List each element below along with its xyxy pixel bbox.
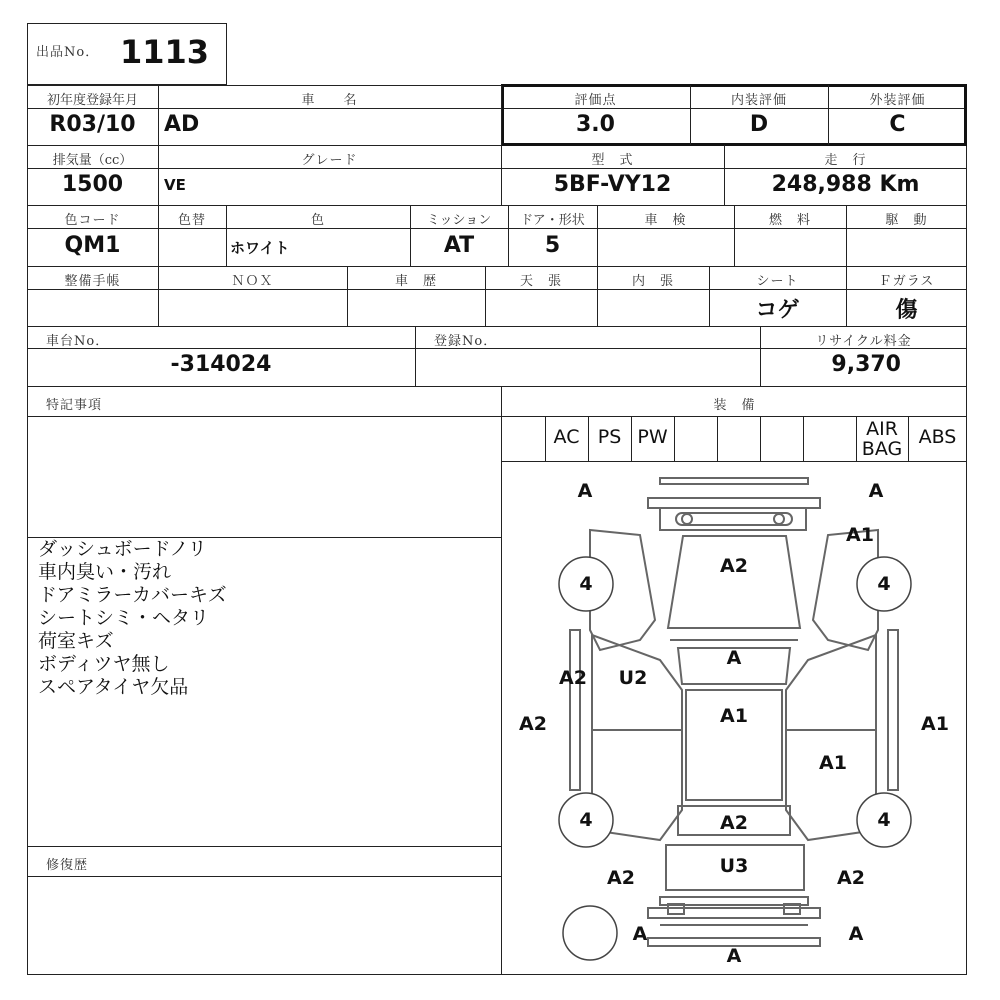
score-value: 3.0 (576, 112, 615, 137)
score-label: 評価点 (574, 93, 617, 108)
recycle-fee-value: 9,370 (831, 352, 901, 377)
damage-wheel-rr: 4 (877, 809, 891, 831)
damage-front-right: A (868, 480, 884, 502)
door-shape-label: ドア・形状 (520, 213, 585, 228)
car-name-label: 車 名 (301, 93, 358, 108)
mission-label: ミッション (426, 213, 492, 228)
note-line: ダッシュボードノリ (38, 538, 207, 560)
damage-rear-right: A2 (837, 867, 865, 889)
fuel-label: 燃 料 (768, 213, 811, 228)
damage-door-right-lower: A1 (819, 752, 847, 774)
note-line: ボディツヤ無し (38, 653, 170, 675)
car-name-value: AD (164, 112, 200, 137)
lot-number: 1113 (120, 33, 210, 71)
damage-rear-left: A2 (607, 867, 635, 889)
damage-door-left-inner: A2 (559, 667, 587, 689)
f-glass-value: 傷 (895, 298, 918, 323)
exterior-value: C (889, 112, 906, 137)
damage-side-left: A2 (519, 713, 547, 735)
nox-label: ＮＯＸ (231, 274, 274, 289)
color-code-label: 色コード (64, 213, 121, 228)
note-line: スペアタイヤ欠品 (38, 676, 189, 698)
color-change-label: 色替 (177, 213, 206, 228)
door-shape-value: 5 (544, 233, 561, 258)
history-label: 車 歴 (394, 274, 437, 289)
damage-side-right: A1 (921, 713, 949, 735)
equipment-abs: ABS (918, 426, 957, 448)
displacement-value: 1500 (61, 172, 124, 197)
inspection-label: 車 検 (644, 213, 687, 228)
equipment-ac: AC (553, 426, 580, 448)
grade-value: VE (164, 176, 186, 194)
damage-tailgate: U3 (719, 855, 749, 877)
interior-lining-label: 内 張 (631, 274, 674, 289)
damage-front-left: A (577, 480, 593, 502)
damage-wheel-rl: 4 (579, 809, 593, 831)
damage-bumper-rear: A (726, 945, 742, 967)
damage-door-left-u: U2 (618, 667, 648, 689)
damage-wheel-fr: 4 (877, 573, 891, 595)
maintenance-label: 整備手帳 (64, 274, 121, 289)
equipment-pw: PW (637, 426, 668, 448)
grade-label: グレード (301, 153, 358, 168)
model-label: 型 式 (591, 153, 634, 168)
drive-label: 駆 動 (885, 213, 928, 228)
damage-wheel-fl: 4 (579, 573, 593, 595)
exterior-label: 外装評価 (869, 93, 926, 108)
chassis-no-label: 車台No． (46, 334, 110, 349)
color-code-value: QM1 (64, 233, 121, 258)
note-line: ドアミラーカバーキズ (38, 584, 227, 606)
damage-roof-front: A (726, 647, 742, 669)
mileage-label: 走 行 (824, 153, 867, 168)
recycle-fee-label: リサイクル料金 (815, 334, 912, 349)
damage-hood: A2 (720, 555, 748, 577)
roof-label: 天 張 (519, 274, 562, 289)
damage-fender-front-right: A1 (846, 524, 874, 546)
interior-label: 内装評価 (730, 93, 787, 108)
color-value: ホワイト (230, 239, 290, 257)
mileage-value: 248,988 Km (771, 172, 920, 197)
lot-number-label: 出品No． (36, 45, 100, 60)
notes-list (38, 538, 227, 699)
seat-label: シート (756, 274, 799, 289)
displacement-label: 排気量（cc） (52, 153, 133, 168)
damage-bumper-right: A (848, 923, 864, 945)
note-line: シートシミ・ヘタリ (38, 607, 210, 629)
notes-label: 特記事項 (46, 398, 103, 413)
damage-bumper-left: A (632, 923, 648, 945)
spare-tire (563, 906, 617, 960)
interior-value: D (749, 112, 769, 137)
f-glass-label: Ｆガラス (878, 274, 935, 289)
front-bumper-shape (660, 478, 808, 484)
reg-no-label: 登録No． (434, 334, 498, 349)
mission-value: AT (443, 233, 475, 258)
note-line: 荷室キズ (38, 630, 114, 652)
color-label: 色 (310, 213, 325, 228)
note-line: 車内臭い・汚れ (38, 561, 172, 583)
equipment-ps: PS (597, 426, 622, 448)
equipment-airbag: AIR BAG (861, 417, 903, 460)
damage-roof: A1 (720, 705, 748, 727)
chassis-no-value: -314024 (170, 352, 272, 377)
hood-shape (668, 536, 800, 628)
repair-history-label: 修復歴 (46, 858, 89, 873)
reg-year-value: R03/10 (49, 112, 136, 137)
equipment-label: 装 備 (713, 398, 756, 413)
damage-roof-rear: A2 (720, 812, 748, 834)
model-value: 5BF-VY12 (553, 172, 672, 197)
seat-value: コゲ (755, 298, 800, 323)
reg-year-label: 初年度登録年月 (46, 93, 138, 108)
